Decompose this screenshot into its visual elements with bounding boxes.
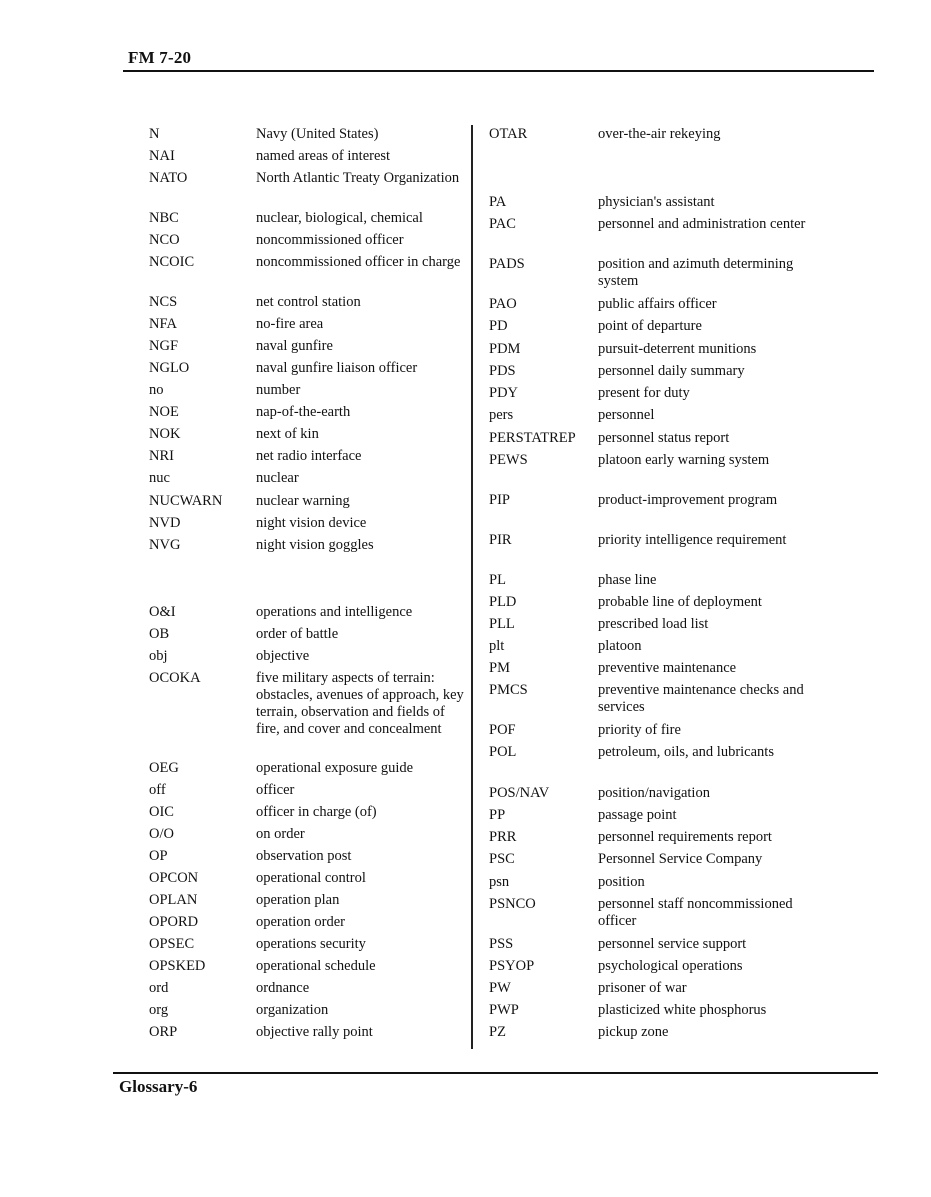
glossary-definition: ordnance [256, 980, 310, 996]
glossary-abbreviation: PIP [489, 492, 510, 508]
glossary-definition: personnel service support [598, 936, 747, 952]
glossary-definition: pickup zone [598, 1024, 669, 1040]
glossary-entry [149, 294, 466, 311]
glossary-abbreviation: NVG [149, 537, 181, 553]
glossary-abbreviation: off [149, 782, 166, 798]
glossary-entry [489, 638, 828, 655]
glossary-entry [489, 194, 828, 211]
glossary-abbreviation: OPCON [149, 870, 199, 886]
glossary-abbreviation: NGLO [149, 360, 190, 376]
glossary-abbreviation: OPORD [149, 914, 199, 930]
glossary-abbreviation: NOK [149, 426, 181, 442]
glossary-abbreviation: NUCWARN [149, 493, 223, 509]
glossary-abbreviation: NOE [149, 404, 179, 420]
glossary-abbreviation: O&I [149, 604, 176, 620]
glossary-abbreviation: ord [149, 980, 169, 996]
glossary-entry [489, 341, 828, 358]
glossary-abbreviation: psn [489, 874, 510, 890]
glossary-abbreviation: PM [489, 660, 510, 676]
glossary-entry [149, 515, 466, 532]
glossary-definition: operational schedule [256, 958, 376, 974]
glossary-abbreviation: OPSKED [149, 958, 206, 974]
glossary-abbreviation: OEG [149, 760, 179, 776]
glossary-definition: present for duty [598, 385, 690, 401]
glossary-abbreviation: PSC [489, 851, 515, 867]
glossary-abbreviation: NCS [149, 294, 178, 310]
glossary-entry [489, 318, 828, 335]
glossary-definition: personnel staff noncommissioned officer [598, 896, 793, 929]
glossary-abbreviation: POS/NAV [489, 785, 550, 801]
glossary-definition: organization [256, 1002, 329, 1018]
glossary-definition: passage point [598, 807, 677, 823]
glossary-entry [489, 896, 828, 930]
glossary-entry [149, 404, 466, 421]
glossary-entry [149, 470, 466, 487]
footer-rule [113, 1072, 878, 1074]
glossary-definition: Navy (United States) [256, 126, 379, 142]
glossary-definition: net control station [256, 294, 361, 310]
glossary-definition: over-the-air rekeying [598, 126, 721, 142]
glossary-entry [489, 851, 828, 868]
glossary-definition: personnel and administration center [598, 216, 806, 232]
glossary-entry [149, 604, 466, 621]
glossary-entry [489, 722, 828, 739]
glossary-definition: objective [256, 648, 310, 664]
glossary-definition: five military aspects of terrain: obstacles, avenues of approach, key terrain, observation and fields of fire, and cover and concealment [256, 670, 464, 737]
glossary-abbreviation: PD [489, 318, 508, 334]
glossary-entry [149, 170, 466, 187]
glossary-entry [149, 826, 466, 843]
glossary-entry [489, 256, 828, 290]
glossary-abbreviation: NVD [149, 515, 181, 531]
glossary-entry [489, 936, 828, 953]
glossary-definition: officer in charge (of) [256, 804, 377, 820]
glossary-definition: priority of fire [598, 722, 681, 738]
glossary-abbreviation: PRR [489, 829, 517, 845]
glossary-entry [489, 744, 828, 761]
glossary-definition: product-improvement program [598, 492, 778, 508]
glossary-definition: operations security [256, 936, 366, 952]
glossary-definition: nuclear [256, 470, 299, 486]
glossary-abbreviation: NATO [149, 170, 188, 186]
glossary-definition: preventive maintenance [598, 660, 737, 676]
glossary-definition: naval gunfire [256, 338, 333, 354]
glossary-entry [489, 407, 828, 424]
glossary-definition: order of battle [256, 626, 339, 642]
glossary-definition: pursuit-deterrent munitions [598, 341, 757, 357]
glossary-entry [489, 874, 828, 891]
glossary-definition: point of departure [598, 318, 702, 334]
glossary-abbreviation: OPLAN [149, 892, 198, 908]
glossary-abbreviation: NCO [149, 232, 180, 248]
glossary-definition: operation order [256, 914, 345, 930]
glossary-entry [489, 958, 828, 975]
glossary-abbreviation: NCOIC [149, 254, 195, 270]
glossary-entry [149, 232, 466, 249]
glossary-entry [149, 760, 466, 777]
glossary-abbreviation: PZ [489, 1024, 506, 1040]
glossary-abbreviation: nuc [149, 470, 170, 486]
glossary-entry [149, 426, 466, 443]
glossary-abbreviation: POF [489, 722, 516, 738]
glossary-entry [149, 537, 466, 554]
glossary-definition: prisoner of war [598, 980, 687, 996]
glossary-abbreviation: PW [489, 980, 511, 996]
glossary-abbreviation: PEWS [489, 452, 528, 468]
glossary-definition: officer [256, 782, 295, 798]
page-header-title: FM 7-20 [128, 48, 192, 67]
glossary-definition: night vision device [256, 515, 367, 531]
glossary-abbreviation: PDY [489, 385, 519, 401]
glossary-entry [149, 338, 466, 355]
glossary-entry [489, 385, 828, 402]
glossary-abbreviation: org [149, 1002, 169, 1018]
glossary-abbreviation: POL [489, 744, 517, 760]
glossary-abbreviation: OB [149, 626, 170, 642]
glossary-entry [149, 670, 466, 738]
glossary-definition: personnel requirements report [598, 829, 772, 845]
glossary-abbreviation: PL [489, 572, 506, 588]
glossary-abbreviation: PP [489, 807, 506, 823]
glossary-abbreviation: PSYOP [489, 958, 535, 974]
glossary-definition: operational exposure guide [256, 760, 414, 776]
glossary-entry [489, 452, 828, 469]
glossary-abbreviation: OP [149, 848, 168, 864]
glossary-abbreviation: OTAR [489, 126, 528, 142]
glossary-definition: position and azimuth determining system [598, 256, 794, 289]
glossary-abbreviation: PA [489, 194, 507, 210]
glossary-abbreviation: NAI [149, 148, 175, 164]
glossary-entry [489, 829, 828, 846]
glossary-definition: operational control [256, 870, 366, 886]
glossary-abbreviation: PLL [489, 616, 515, 632]
glossary-definition: nuclear, biological, chemical [256, 210, 423, 226]
glossary-abbreviation: N [149, 126, 160, 142]
glossary-entry [489, 660, 828, 677]
glossary-definition: platoon [598, 638, 642, 654]
glossary-entry [489, 126, 828, 143]
glossary-definition: on order [256, 826, 305, 842]
glossary-definition: operation plan [256, 892, 340, 908]
glossary-entry [489, 492, 828, 509]
glossary-definition: noncommissioned officer in charge [256, 254, 461, 270]
glossary-entry [149, 648, 466, 665]
glossary-entry [149, 316, 466, 333]
glossary-definition: probable line of deployment [598, 594, 762, 610]
glossary-abbreviation: OIC [149, 804, 174, 820]
glossary-abbreviation: no [149, 382, 164, 398]
glossary-abbreviation: PADS [489, 256, 525, 272]
glossary-abbreviation: PMCS [489, 682, 528, 698]
glossary-definition: observation post [256, 848, 352, 864]
glossary-definition: phase line [598, 572, 657, 588]
glossary-definition: night vision goggles [256, 537, 374, 553]
glossary-entry [149, 382, 466, 399]
glossary-definition: objective rally point [256, 1024, 373, 1040]
glossary-abbreviation: pers [489, 407, 514, 423]
glossary-definition: position [598, 874, 645, 890]
glossary-definition: personnel status report [598, 430, 730, 446]
glossary-entry [149, 870, 466, 887]
glossary-entry [489, 363, 828, 380]
glossary-entry [149, 448, 466, 465]
glossary-abbreviation: plt [489, 638, 505, 654]
glossary-entry [489, 785, 828, 802]
glossary-entry [149, 1002, 466, 1019]
glossary-definition: preventive maintenance checks and services [598, 682, 804, 715]
glossary-definition: priority intelligence requirement [598, 532, 787, 548]
glossary-definition: naval gunfire liaison officer [256, 360, 418, 376]
glossary-abbreviation: O/O [149, 826, 174, 842]
glossary-definition: nuclear warning [256, 493, 350, 509]
glossary-definition: physician's assistant [598, 194, 715, 210]
glossary-abbreviation: PSS [489, 936, 514, 952]
glossary-abbreviation: PLD [489, 594, 517, 610]
glossary-entry [149, 936, 466, 953]
glossary-abbreviation: PERSTATREP [489, 430, 576, 446]
glossary-definition: psychological operations [598, 958, 743, 974]
glossary-abbreviation: obj [149, 648, 168, 664]
glossary-entry [149, 148, 466, 165]
glossary-definition: nap-of-the-earth [256, 404, 351, 420]
glossary-entry [149, 782, 466, 799]
glossary-entry [489, 594, 828, 611]
glossary-entry [149, 980, 466, 997]
glossary-abbreviation: NBC [149, 210, 179, 226]
glossary-entry [489, 216, 828, 233]
glossary-definition: no-fire area [256, 316, 324, 332]
glossary-entry [489, 1024, 828, 1041]
glossary-entry [489, 616, 828, 633]
glossary-definition: North Atlantic Treaty Organization [256, 170, 460, 186]
glossary-definition: net radio interface [256, 448, 362, 464]
page-footer-label: Glossary-6 [119, 1077, 198, 1096]
glossary-definition: public affairs officer [598, 296, 717, 312]
glossary-entry [149, 254, 466, 271]
glossary-abbreviation: PIR [489, 532, 512, 548]
glossary-abbreviation: PWP [489, 1002, 519, 1018]
glossary-entry [149, 958, 466, 975]
glossary-definition: position/navigation [598, 785, 710, 801]
glossary-abbreviation: ORP [149, 1024, 178, 1040]
glossary-abbreviation: PAC [489, 216, 516, 232]
glossary-abbreviation: NGF [149, 338, 179, 354]
glossary-entry [149, 1024, 466, 1041]
glossary-definition: named areas of interest [256, 148, 391, 164]
glossary-definition: personnel daily summary [598, 363, 745, 379]
glossary-entry [149, 848, 466, 865]
glossary-abbreviation: PDM [489, 341, 521, 357]
glossary-entry [489, 1002, 828, 1019]
glossary-entry [489, 980, 828, 997]
glossary-definition: petroleum, oils, and lubricants [598, 744, 774, 760]
column-divider [471, 125, 473, 1049]
glossary-entry [489, 296, 828, 313]
glossary-entry [489, 572, 828, 589]
glossary-entry [489, 807, 828, 824]
glossary-abbreviation: NFA [149, 316, 177, 332]
glossary-abbreviation: PDS [489, 363, 516, 379]
glossary-abbreviation: PSNCO [489, 896, 536, 912]
glossary-entry [489, 430, 828, 447]
glossary-abbreviation: OPSEC [149, 936, 195, 952]
glossary-entry [489, 532, 828, 549]
glossary-abbreviation: PAO [489, 296, 517, 312]
glossary-entry [489, 682, 828, 716]
glossary-definition: noncommissioned officer [256, 232, 404, 248]
glossary-definition: number [256, 382, 301, 398]
glossary-definition: prescribed load list [598, 616, 709, 632]
glossary-abbreviation: OCOKA [149, 670, 201, 686]
glossary-definition: plasticized white phosphorus [598, 1002, 767, 1018]
glossary-entry [149, 626, 466, 643]
glossary-entry [149, 914, 466, 931]
glossary-entry [149, 892, 466, 909]
glossary-entry [149, 126, 466, 143]
glossary-definition: personnel [598, 407, 655, 423]
glossary-entry [149, 493, 466, 510]
glossary-entry [149, 360, 466, 377]
header-rule [123, 70, 874, 72]
glossary-definition: Personnel Service Company [598, 851, 763, 867]
glossary-entry [149, 804, 466, 821]
glossary-definition: platoon early warning system [598, 452, 770, 468]
glossary-definition: next of kin [256, 426, 319, 442]
glossary-entry [149, 210, 466, 227]
glossary-abbreviation: NRI [149, 448, 174, 464]
glossary-definition: operations and intelligence [256, 604, 413, 620]
